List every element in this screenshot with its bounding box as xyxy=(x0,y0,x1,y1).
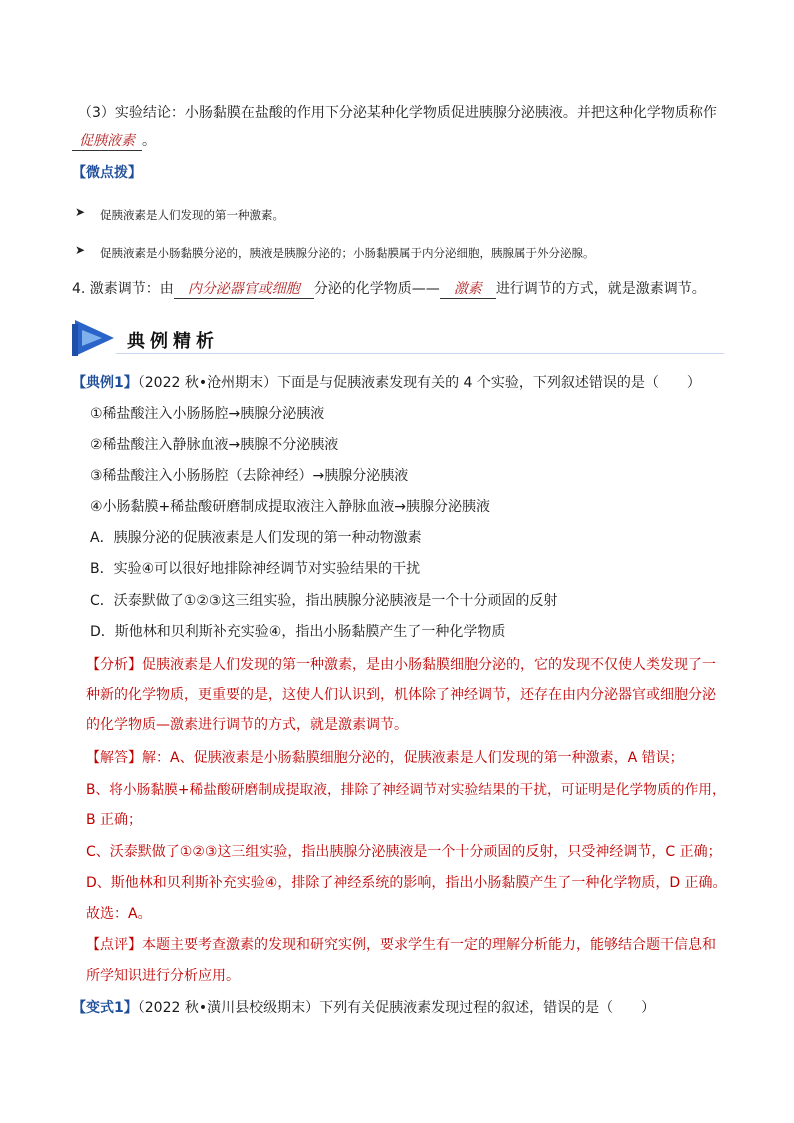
variant1-question-text: （2022 秋•潢川县校级期末）下列有关促胰液素发现过程的叙述，错误的是（ ） xyxy=(137,1000,656,1016)
tip-label: 【微点拨】 xyxy=(72,165,142,181)
comment-line-1 xyxy=(86,935,716,955)
section-header xyxy=(72,318,724,358)
analysis-text: 促胰液素是人们发现的第一种激素，是由小肠黏膜细胞分泌的，它的发现不仅使人类发现了一 xyxy=(142,657,716,673)
example1-question xyxy=(72,373,701,393)
experiment-2: ②稀盐酸注入静脉血液→胰腺不分泌胰液 xyxy=(90,437,339,453)
hormone-middle: 分泌的化学物质—— xyxy=(313,281,440,297)
variant1-question xyxy=(72,998,655,1018)
answer-line-6: 故选：A。 xyxy=(86,906,152,922)
answer-line-2: B、将小肠黏膜+稀盐酸研磨制成提取液，排除了神经调节对实验结果的干扰，可证明是化学物质的作用， xyxy=(86,782,726,798)
bullet-arrow-icon: ➤ xyxy=(75,243,86,257)
conclusion-answer-line xyxy=(72,131,156,151)
hormone-suffix: 进行调节的方式，就是激素调节。 xyxy=(495,281,706,297)
option-a: A．胰腺分泌的促胰液素是人们发现的第一种动物激素 xyxy=(90,530,422,546)
analysis-label: 【分析】 xyxy=(86,657,142,673)
experiment-1: ①稀盐酸注入小肠肠腔→胰腺分泌胰液 xyxy=(90,406,325,422)
answer-line-1 xyxy=(86,748,684,768)
conclusion-answer: 促胰液素 xyxy=(72,133,142,151)
hormone-paragraph xyxy=(72,279,706,299)
answer-line-5: D、斯他林和贝利斯补充实验④，排除了神经系统的影响，指出小肠黏膜产生了一种化学物质，D 正确。 xyxy=(86,875,727,891)
comment-text: 本题主要考查激素的发现和研究实例，要求学生有一定的理解分析能力，能够结合题干信息和 xyxy=(142,937,716,953)
answer-line-3: B 正确； xyxy=(86,812,143,828)
analysis-line-3: 的化学物质—激素进行调节的方式，就是激素调节。 xyxy=(86,717,408,733)
section-header-rule xyxy=(116,353,724,354)
conclusion-paragraph xyxy=(78,103,717,123)
comment-label: 【点评】 xyxy=(86,937,142,953)
comment-line-2: 所学知识进行分析应用。 xyxy=(86,968,240,984)
analysis-line-2: 种新的化学物质，更重要的是，这使人们认识到，机体除了神经调节，还存在由内分泌器官或细胞分泌 xyxy=(86,687,716,703)
tip-item-1: 促胰液素是人们发现的第一种激素。 xyxy=(100,208,284,222)
answer-line-4: C、沃泰默做了①②③这三组实验，指出胰腺分泌胰液是一个十分顽固的反射，只受神经调节，C 正确； xyxy=(86,844,722,860)
tip-item-2: 促胰液素是小肠黏膜分泌的，胰液是胰腺分泌的；小肠黏膜属于内分泌细胞，胰腺属于外分泌腺。 xyxy=(100,246,595,260)
conclusion-text: （3）实验结论：小肠黏膜在盐酸的作用下分泌某种化学物质促进胰腺分泌胰液。并把这种化学物质称作 xyxy=(78,105,717,121)
hormone-prefix: 4. 激素调节：由 xyxy=(72,281,174,297)
analysis-line-1 xyxy=(86,655,716,675)
experiment-4: ④小肠黏膜+稀盐酸研磨制成提取液注入静脉血液→胰腺分泌胰液 xyxy=(90,499,491,515)
bullet-arrow-icon: ➤ xyxy=(75,205,86,219)
conclusion-suffix: 。 xyxy=(142,133,156,149)
example1-label: 【典例1】 xyxy=(72,375,138,391)
option-c: C．沃泰默做了①②③这三组实验，指出胰腺分泌胰液是一个十分顽固的反射 xyxy=(90,593,558,609)
option-d: D．斯他林和贝利斯补充实验④，指出小肠黏膜产生了一种化学物质 xyxy=(90,624,506,640)
experiment-3: ③稀盐酸注入小肠肠腔（去除神经）→胰腺分泌胰液 xyxy=(90,468,409,484)
hormone-answer-1: 内分泌器官或细胞 xyxy=(174,281,314,299)
hormone-answer-2: 激素 xyxy=(440,281,496,299)
section-ribbon-icon xyxy=(72,318,116,358)
answer-label: 【解答】 xyxy=(86,750,142,766)
variant1-label: 【变式1】 xyxy=(72,1000,138,1016)
option-b: B．实验④可以很好地排除神经调节对实验结果的干扰 xyxy=(90,561,421,577)
answer-text: 解：A、促胰液素是小肠黏膜细胞分泌的，促胰液素是人们发现的第一种激素，A 错误； xyxy=(142,750,684,766)
example1-question-text: （2022 秋•沧州期末）下面是与促胰液素发现有关的 4 个实验，下列叙述错误的是（ ） xyxy=(137,375,701,391)
section-title: 典例精析 xyxy=(127,331,219,352)
